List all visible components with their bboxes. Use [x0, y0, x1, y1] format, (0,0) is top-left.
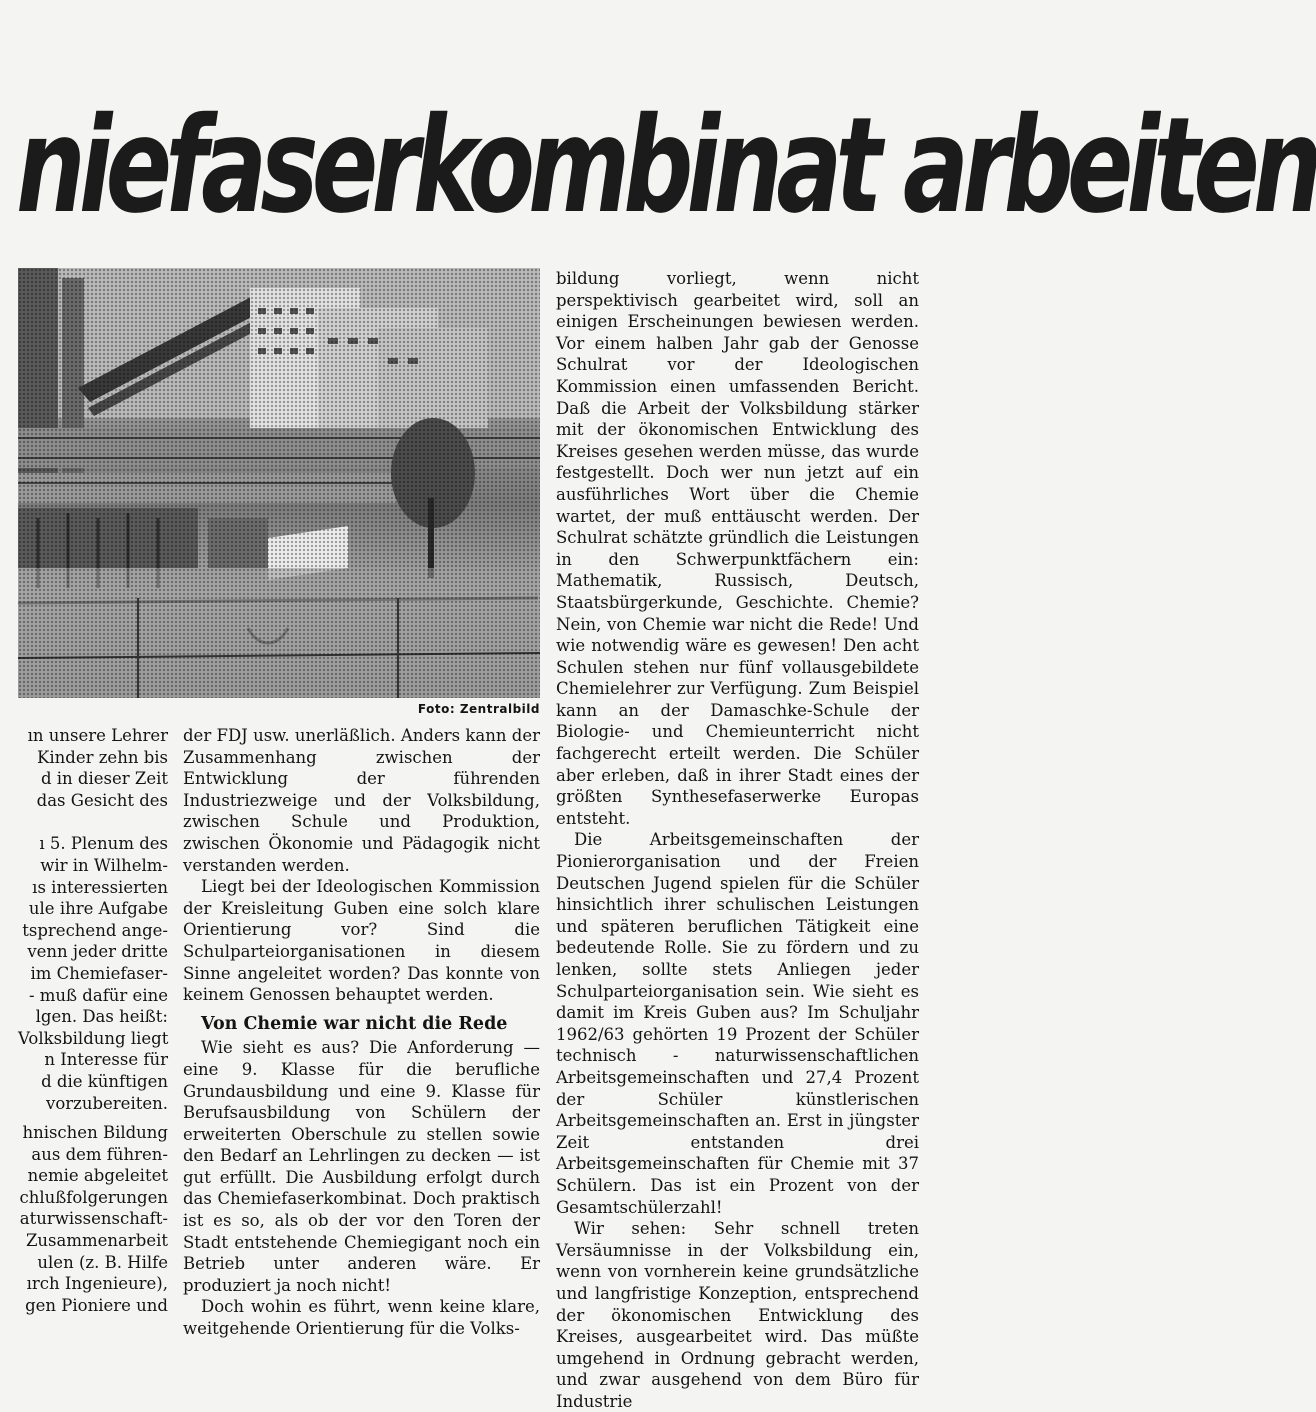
text-line: das Gesicht des: [36, 790, 168, 810]
text-line: ulen (z. B. Hilfe: [37, 1252, 168, 1272]
industrial-plant-photo: [18, 268, 540, 698]
headline: niefaserkombinat arbeiten: [16, 89, 1316, 243]
text-line: aus dem führen-: [31, 1144, 168, 1164]
column-right: [556, 268, 919, 1412]
text-line: n Interesse für: [44, 1050, 168, 1070]
text-line: d die künftigen: [41, 1071, 168, 1091]
text-line: ule ihre Aufgabe: [28, 899, 168, 919]
text-line: venn jeder dritte: [27, 942, 168, 962]
text-line: Kinder zehn bis: [37, 747, 168, 767]
text-line: im Chemiefaser-: [30, 963, 168, 983]
paragraph: der FDJ usw. unerläßlich. Anders kann der Zusammenhang zwischen der Entwicklung der führenden Industriezweige und der Volksbildung, zwischen Schule und Produktion, zwischen Ökonomie und Pädagogik nicht verstanden werden.: [183, 726, 540, 875]
text-line: tsprechend ange-: [22, 920, 168, 940]
paragraph: bildung vorliegt, wenn nicht perspektivisch gearbeitet wird, soll an einigen Erscheinungen bewiesen werden. Vor einem halben Jahr gab der Genosse Schulrat vor der Ideologischen Kommission einen umfassenden Bericht. Daß die Arbeit der Volksbildung stärker mit der ökonomischen Entwicklung des Kreises gesehen werden müsse, das wurde festgestellt. Doch wer nun jetzt auf ein ausführliches Wort über die Chemie wartet, der muß enttäuscht werden. Der Schulrat schätzte gründlich die Leistungen in den Schwerpunktfächern ein: Mathematik, Russisch, Deutsch, Staatsbürgerkunde, Geschichte. Chemie? Nein, von Chemie war nicht die Rede! Und wie notwendig wäre es gewesen! Den acht Schulen stehen nur fünf vollausgebildete Chemielehrer zur Verfügung. Zum Beispiel kann an der Damaschke-Schule der Biologie- und Chemieunterricht nicht fachgerecht erteilt werden. Die Schüler aber erleben, daß in ihrer Stadt eines der größten Synthesefaserwerke Europas entsteht.: [556, 269, 919, 828]
subheading: Von Chemie war nicht die Rede: [201, 1013, 508, 1034]
text-line: hnischen Bildung: [22, 1123, 168, 1143]
text-line: lgen. Das heißt:: [35, 1007, 168, 1027]
halftone-overlay: [18, 268, 540, 698]
text-line: ı 5. Plenum des: [39, 834, 168, 854]
text-line: vorzubereiten.: [46, 1093, 168, 1113]
text-line: wir in Wilhelm-: [40, 855, 168, 875]
text-line: ıs interessierten: [32, 877, 168, 897]
text-line: ın unsere Lehrer: [27, 726, 168, 745]
paragraph: Die Arbeitsgemeinschaften der Pionierorganisation und der Freien Deutschen Jugend spielen für die Schüler hinsichtlich ihrer schulischen Leistungen und späteren beruflichen Tätigkeit eine bedeutende Rolle. Sie zu fördern und zu lenken, sollte stets Anliegen jeder Schulparteiorganisation sein. Wie sieht es damit im Kreis Guben aus? Im Schuljahr 1962/63 gehörten 19 Prozent der Schüler technisch - naturwissenschaftlichen Arbeitsgemeinschaften und 27,4 Prozent der Schüler künstlerischen Arbeitsgemeinschaften an. Erst in jüngster Zeit entstanden drei Arbeitsgemeinschaften für Chemie mit 37 Schülern. Das ist ein Prozent von der Gesamtschülerzahl!: [556, 830, 919, 1217]
text-line: d in dieser Zeit: [40, 769, 168, 789]
text-line: aturwissenschaft-: [19, 1209, 168, 1229]
paragraph: Wie sieht es aus? Die Anforderung — eine 9. Klasse für die berufliche Grundausbildung und eine 9. Klasse für Berufsausbildung von Schülern der erweiterten Oberschule zu stellen sowie den Bedarf an Lehrlingen zu decken — ist gut erfüllt. Die Ausbildung erfolgt durch das Chemiefaserkombinat. Doch praktisch ist es so, als ob der vor den Toren der Stadt entstehende Chemiegigant noch ein Betrieb unter anderen wäre. Er produziert ja noch nicht!: [183, 1038, 540, 1295]
text-line: Volksbildung liegt: [18, 1028, 169, 1048]
text-line: ırch Ingenieure),: [26, 1274, 168, 1294]
paragraph: Liegt bei der Ideologischen Kommission der Kreisleitung Guben eine solch klare Orientierung vor? Sind die Schulparteiorganisationen in diesem Sinne angeleitet worden? Das konnte von keinem Genossen behauptet werden.: [183, 877, 540, 1005]
paragraph: Wir sehen: Sehr schnell treten Versäumnisse in der Volksbildung ein, wenn von vornherein keine grundsätzliche und langfristige Konzeption, entsprechend der ökonomischen Entwicklung des Kreises, ausgearbeitet wird. Das müßte umgehend in Ordnung gebracht werden, und zwar ausgehend von dem Büro für Industrie: [556, 1219, 919, 1411]
text-line: nemie abgeleitet: [27, 1166, 168, 1186]
column-middle: [183, 725, 540, 1340]
text-line: chlußfolgerungen: [19, 1187, 168, 1207]
text-line: - muß dafür eine: [28, 985, 168, 1005]
column-left: [18, 725, 168, 1316]
paragraph: Doch wohin es führt, wenn keine klare, weitgehende Orientierung für die Volks-: [183, 1297, 540, 1339]
text-line: gen Pioniere und: [25, 1295, 168, 1315]
photo-credit: Foto: Zentralbild: [417, 702, 540, 716]
text-line: Zusammenarbeit: [25, 1231, 168, 1251]
